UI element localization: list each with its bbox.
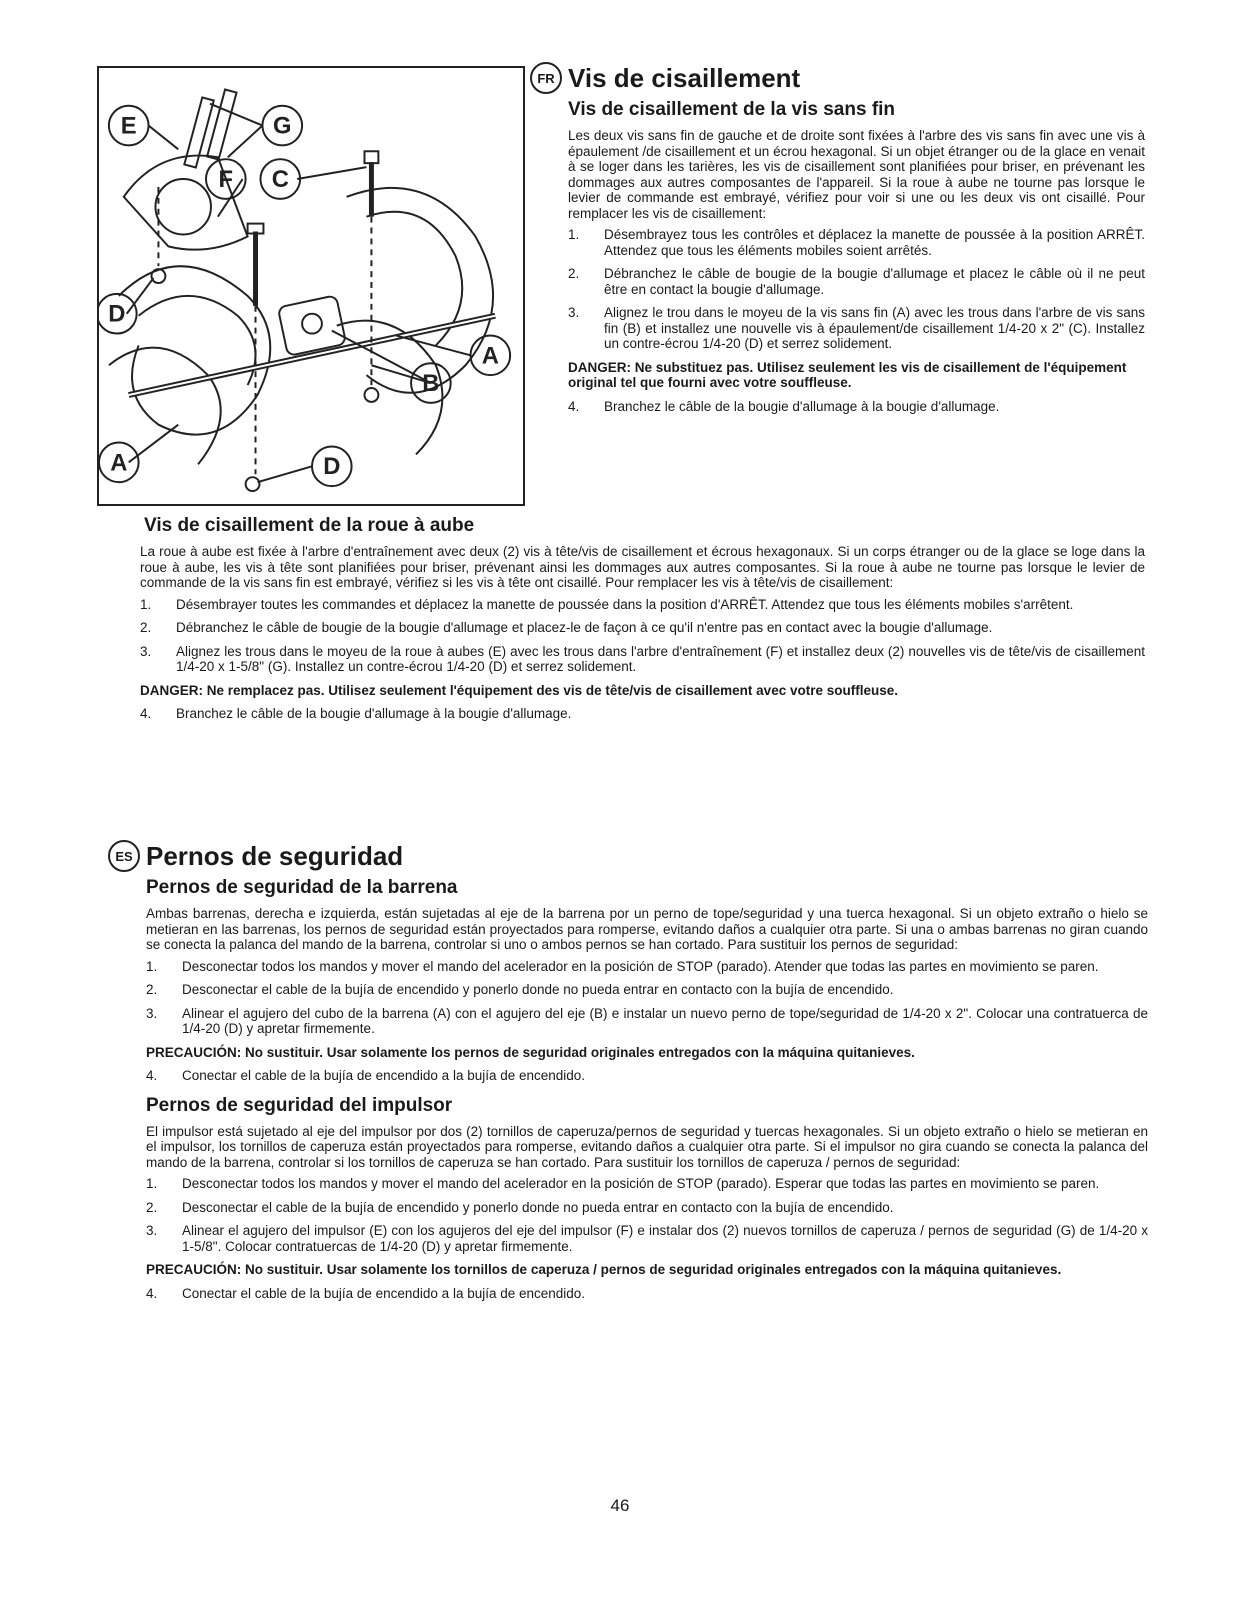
list-item: 4. Conectar el cable de la bujía de encendido a la bujía de encendido. — [146, 1285, 586, 1301]
fr-impeller-heading: Vis de cisaillement de la roue à aube — [144, 515, 475, 536]
callout-b: B — [422, 370, 440, 398]
es-impeller-heading: Pernos de seguridad del impulsor — [146, 1094, 453, 1116]
fr-auger-danger: DANGER: Ne substituez pas. Utilisez seulement les vis de cisaillement de l'équipement original tel que fourni avec votre souffleuse. — [568, 359, 1127, 391]
list-item: 1. Désembrayez tous les contrôles et déplacez la manette de poussée à la position ARRÊT. Attendez que tous les éléments mobiles soient arrêtés. — [568, 227, 1145, 258]
callout-d-bottom: D — [323, 453, 341, 481]
es-impeller-step4 — [146, 1286, 1148, 1302]
es-section — [108, 838, 1148, 1309]
auger-assembly-illustration — [99, 68, 523, 504]
es-language-icon: ES — [108, 840, 140, 872]
list-item: 1. Desconectar todos los mandos y mover el mando del acelerador en la posición de STOP (parado). Esperar que todas las partes en movimiento se paren. — [146, 1176, 1100, 1192]
es-auger-caution: PRECAUCIÓN: No sustituir. Usar solamente los pernos de seguridad originales entregados con la máquina quitanieves. — [146, 1044, 915, 1060]
list-item: 1. Desconectar todos los mandos y mover el mando del acelerador en la posición de STOP (parado). Atender que todas las partes en movimiento se paren. — [146, 958, 1099, 974]
list-item: 3. Alignez le trou dans le moyeu de la vis sans fin (A) avec les trous dans l'arbre de vis sans fin (B) et installez une nouvelle vis à épaulement/de cisaillement 1/4-20 x 2" (C). Installez un contre-écrou 1/4-20 (D) et serrez solidement. — [568, 305, 1145, 352]
fr-impeller-danger: DANGER: Ne remplacez pas. Utilisez seulement l'équipement des vis de tête/vis de cisaillement avec votre souffleuse. — [140, 682, 898, 698]
fr-language-icon: FR — [530, 62, 562, 94]
list-item: 1. Désembrayer toutes les commandes et déplacez la manette de poussée dans la position d'ARRÊT. Attendez que tous les éléments mobiles s'arrêtent. — [140, 596, 1074, 612]
es-impeller-intro: El impulsor está sujetado al eje del impulsor por dos (2) tornillos de caperuza/pernos de seguridad y tuercas hexagonales. Si un objeto extraño o hielo se metieran en el impulsor, los tornillos de caperuza están proyectados para romperse, evitando daños a cualquier otra parte. Si el impulsor no gira cuando se conecta la palanca del mando de la barrena, controlar si los tornillos de caperuza se han cortado. Para sustituir los tornillos de caperuza / pernos de seguridad: — [146, 1123, 1148, 1170]
es-auger-intro: Ambas barrenas, derecha e izquierda, están sujetadas al eje de la barrena por un perno de tope/seguridad y una tuerca hexagonal. Si un objeto extraño o hielo se metieran en las barrenas, los pernos de seguridad están proyectados para romperse, evitando daños a cualquier otra parte. Si una o ambas barrenas no giran cuando se conecta la palanca del mando de la barrena, controlar si uno o ambos pernos se han cortado. Para sustituir los pernos de seguridad: — [146, 906, 1148, 953]
es-impeller-steps — [146, 1176, 1148, 1254]
fr-auger-heading: Vis de cisaillement de la vis sans fin — [568, 99, 896, 121]
es-auger-step4 — [146, 1068, 1148, 1084]
fr-section — [530, 60, 1145, 422]
list-item: 2. Desconectar el cable de la bujía de encendido y ponerlo donde no pueda entrar en contacto con la bujía de encendido. — [146, 1199, 894, 1215]
shear-bolt-diagram — [97, 66, 525, 506]
list-item: 3. Alinear el agujero del impulsor (E) con los agujeros del eje del impulsor (F) e instalar dos (2) nuevos tornillos de caperuza / pernos de seguridad (G) de 1/4-20 x 1-5/8". Colocar contratuercas de 1/4-20 (D) y apretar firmemente. — [146, 1223, 1148, 1254]
list-item: 2. Desconectar el cable de la bujía de encendido y ponerlo donde no pueda entrar en contacto con la bujía de encendido. — [146, 982, 894, 998]
callout-f: F — [218, 165, 234, 193]
es-auger-heading: Pernos de seguridad de la barrena — [146, 877, 458, 899]
list-item: 2. Débranchez le câble de bougie de la bougie d'allumage et placez le câble où il ne peut être en contact la bougie d'allumage. — [568, 266, 1145, 297]
fr-impeller-step4 — [140, 706, 1145, 722]
es-impeller-body — [146, 1124, 1148, 1302]
fr-auger-intro: Les deux vis sans fin de gauche et de droite sont fixées à l'arbre des vis sans fin avec une vis à épaulement /de cisaillement et un écrou hexagonal. Si un objet étranger ou de la glace en venait à se loger dans les tarières, les vis de cisaillement sont planifiées pour briser, en prévenant les dommages aux autres composantes de l'appareil. Si la roue à aube ne tourne pas lorsque le levier de commande est embrayé, vérifiez pour voir si une ou les deux vis ont cisaillé. Pour remplacer les vis de cisaillement: — [568, 128, 1145, 221]
fr-section-title — [530, 60, 1145, 94]
es-auger-body — [146, 906, 1148, 1084]
list-item: 2. Débranchez le câble de bougie de la bougie d'allumage et placez-le de façon à ce qu'il n'entre pas en contact avec la bougie d'allumage. — [140, 620, 993, 635]
fr-auger-step4 — [568, 399, 1145, 415]
es-auger-steps — [146, 959, 1148, 1037]
es-impeller-caution: PRECAUCIÓN: No sustituir. Usar solamente los tornillos de caperuza / pernos de seguridad originales entregados con la máquina quitanieves. — [146, 1262, 1062, 1278]
page-number: 46 — [610, 1496, 630, 1515]
fr-impeller-section — [140, 514, 1145, 730]
callout-e: E — [120, 112, 137, 140]
list-item: 4. Branchez le câble de la bougie d'allumage à la bougie d'allumage. — [568, 398, 1000, 414]
callout-a-left: A — [110, 449, 128, 477]
fr-auger-body — [568, 128, 1145, 414]
callout-d-left: D — [108, 300, 126, 328]
callout-c: C — [271, 165, 289, 193]
es-title-text: Pernos de seguridad — [146, 841, 404, 872]
list-item: 3. Alinear el agujero del cubo de la barrena (A) con el agujero del eje (B) e instalar un nuevo perno de tope/seguridad de 1/4-20 x 2". Colocar una contratuerca de 1/4-20 (D) y apretar firmemente. — [146, 1005, 1148, 1037]
list-item: 4. Conectar el cable de la bujía de encendido a la bujía de encendido. — [146, 1068, 586, 1084]
fr-impeller-steps — [140, 597, 1145, 675]
callout-g: G — [273, 112, 292, 140]
fr-title-text: Vis de cisaillement — [568, 63, 801, 94]
fr-auger-steps — [568, 227, 1145, 352]
list-item: 4. Branchez le câble de la bougie d'allumage à la bougie d'allumage. — [140, 706, 572, 721]
callout-a-right: A — [481, 342, 499, 370]
list-item: 3. Alignez les trous dans le moyeu de la roue à aubes (E) avec les trous dans l'arbre d'entraînement (F) et installez deux (2) nouvelles vis de tête/vis de cisaillement 1/4-20 x 1-5/8" (G). Installez un contre-écrou 1/4-20 (D) et serrez solidement. — [140, 643, 1145, 674]
es-section-title — [108, 838, 1148, 872]
fr-impeller-intro: La roue à aube est fixée à l'arbre d'entraînement avec deux (2) vis à tête/vis de cisaillement et écrous hexagonaux. Si un corps étranger ou de la glace se loge dans la roue à aube, les vis à tête sont planifiées pour briser, prévenant ainsi les dommages aux autres composantes. Si la roue à aube ne tourne pas lorsque le levier de commande de la vis sans fin est embrayé, vérifiez si les vis à tête ont cisaillé. Pour remplacer les vis à tête/vis de cisaillement: — [140, 544, 1145, 590]
